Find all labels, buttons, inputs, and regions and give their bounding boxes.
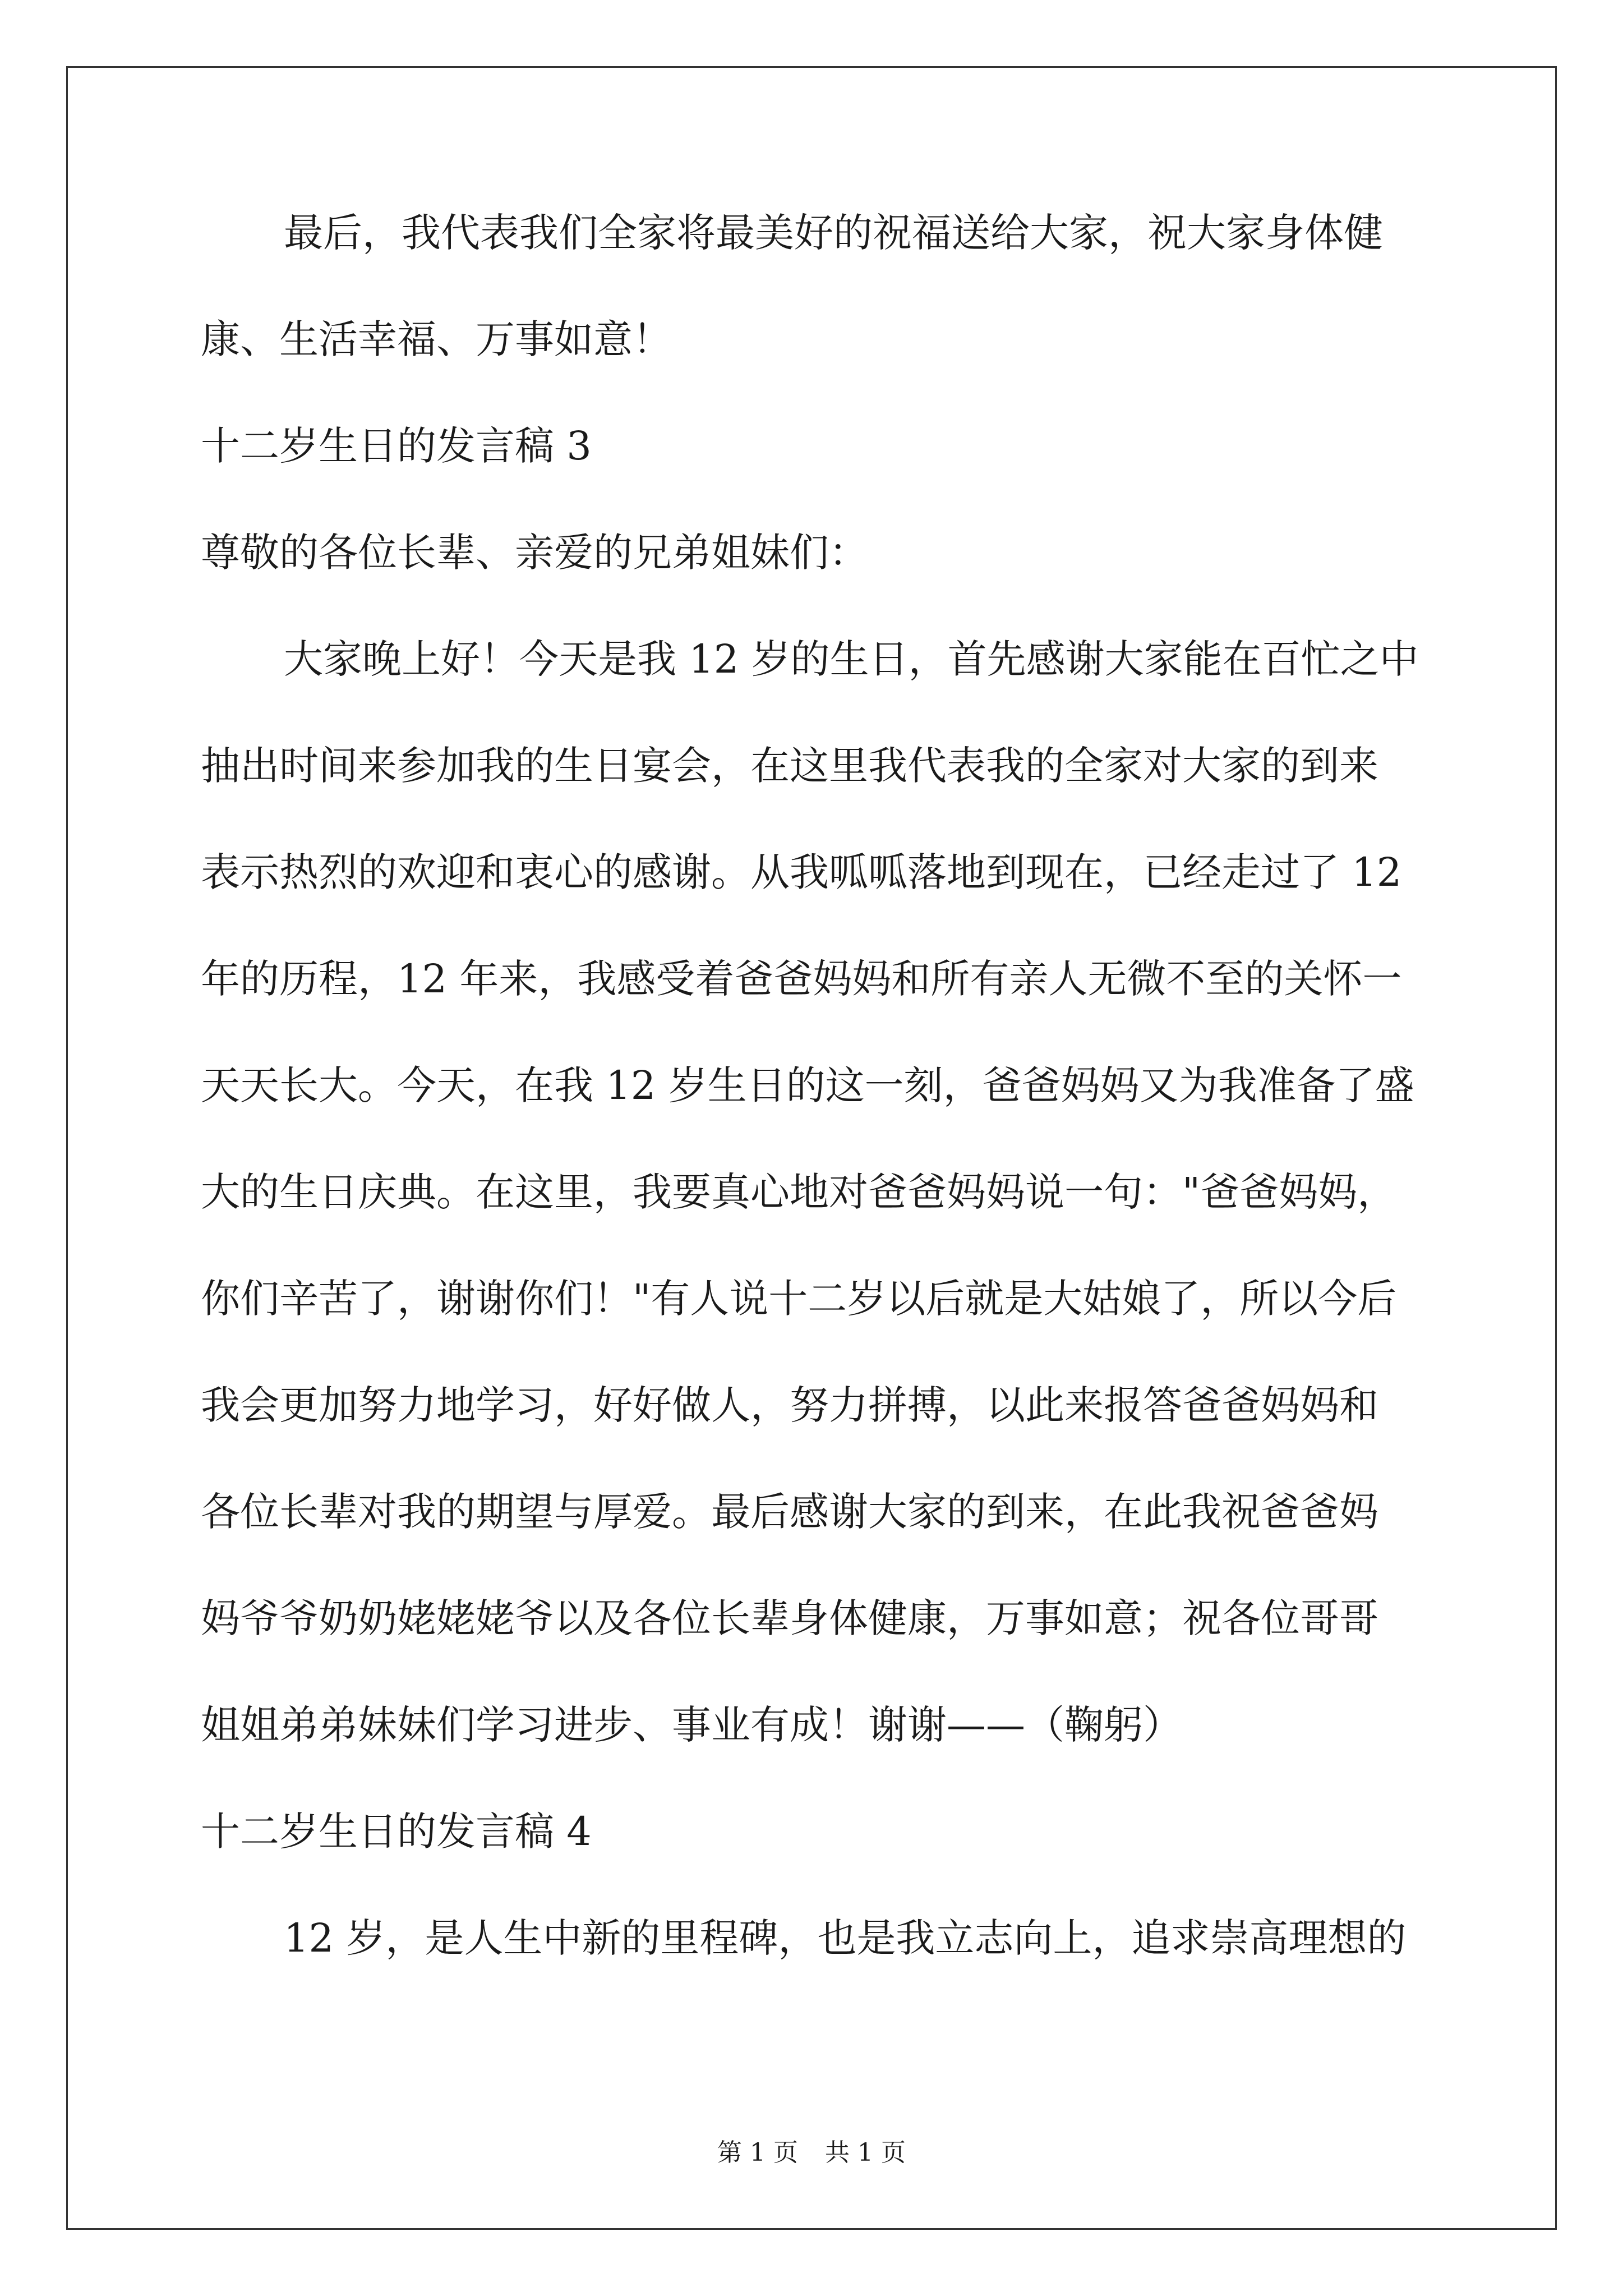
text-line: 妈爷爷奶奶姥姥姥爷以及各位长辈身体健康，万事如意；祝各位哥哥 — [201, 1595, 1378, 1641]
text-line: 康、生活幸福、万事如意！ — [201, 316, 672, 362]
page-total: 共 1 页 — [825, 2138, 906, 2167]
page-number: 第 1 页 — [717, 2138, 798, 2167]
text-line: 表示热烈的欢迎和衷心的感谢。从我呱呱落地到现在，已经走过了 12 — [201, 849, 1402, 895]
text-line: 天天长大。今天，在我 12 岁生日的这一刻，爸爸妈妈又为我准备了盛 — [201, 1062, 1414, 1108]
text-line: 抽出时间来参加我的生日宴会，在这里我代表我的全家对大家的到来 — [201, 743, 1378, 789]
text-line: 你们辛苦了，谢谢你们！"有人说十二岁以后就是大姑娘了，所以今后 — [201, 1276, 1397, 1322]
section-heading: 十二岁生日的发言稿 4 — [201, 1809, 592, 1855]
text-line: 大的生日庆典。在这里，我要真心地对爸爸妈妈说一句："爸爸妈妈， — [201, 1169, 1397, 1215]
text-line: 各位长辈对我的期望与厚爱。最后感谢大家的到来，在此我祝爸爸妈 — [201, 1489, 1378, 1535]
salutation: 尊敬的各位长辈、亲爱的兄弟姐妹们： — [201, 530, 868, 576]
text-line: 最后，我代表我们全家将最美好的祝福送给大家，祝大家身体健 — [284, 210, 1383, 256]
text-line: 12 岁，是人生中新的里程碑，也是我立志向上，追求崇高理想的 — [284, 1915, 1407, 1961]
text-line: 姐姐弟弟妹妹们学习进步、事业有成！谢谢——（鞠躬） — [201, 1702, 1182, 1748]
section-heading: 十二岁生日的发言稿 3 — [201, 423, 592, 469]
document-body — [201, 210, 1435, 2025]
page-footer — [0, 2138, 1623, 2167]
text-line: 年的历程，12 年来，我感受着爸爸妈妈和所有亲人无微不至的关怀一 — [201, 956, 1402, 1002]
text-line: 我会更加努力地学习，好好做人，努力拼搏，以此来报答爸爸妈妈和 — [201, 1382, 1378, 1428]
text-line: 大家晚上好！今天是我 12 岁的生日，首先感谢大家能在百忙之中 — [284, 636, 1419, 682]
